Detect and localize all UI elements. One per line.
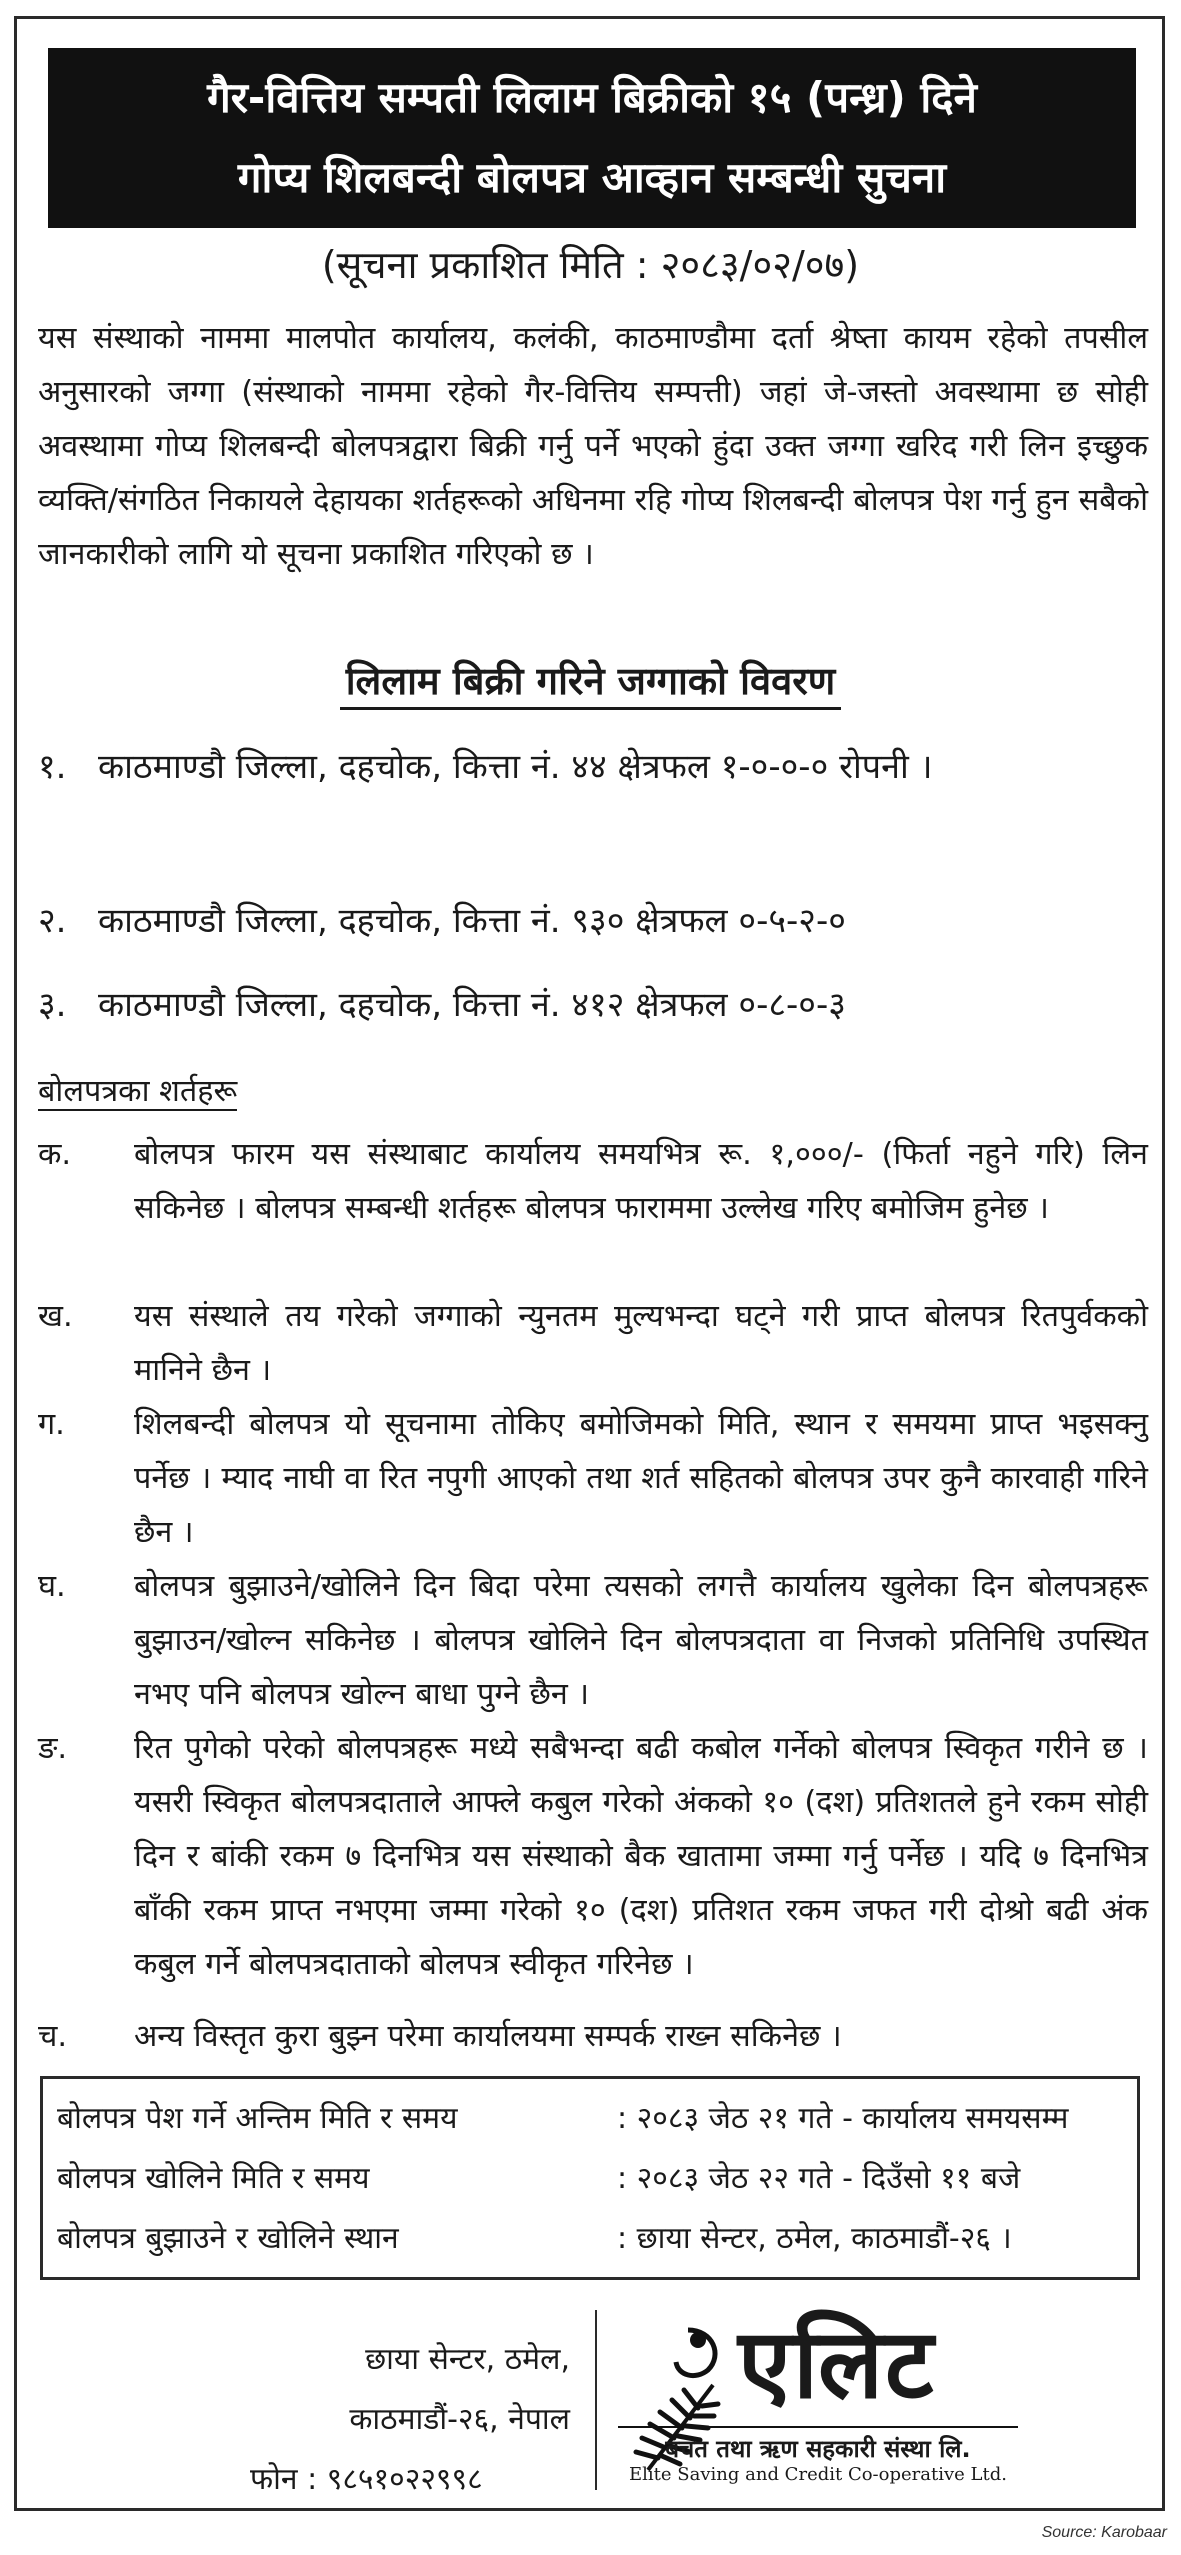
land-item-number: १.: [38, 747, 67, 787]
schedule-value: : २०८३ जेठ २२ गते - दिउँसो ११ बजे: [617, 2161, 1021, 2196]
address-block: [190, 2330, 570, 2510]
condition-item: [38, 1560, 1148, 1722]
condition-label: ङ.: [38, 1731, 68, 1766]
condition-item: [38, 1722, 1148, 1992]
condition-label: क.: [38, 1137, 72, 1172]
footer-divider: [595, 2310, 597, 2490]
land-item-2: [38, 890, 1148, 952]
org-logo: [618, 2300, 1038, 2500]
land-item-3: [38, 974, 1148, 1036]
address-line-2: काठमाडौं-२६, नेपाल: [349, 2402, 570, 2437]
land-heading-text: लिलाम बिक्री गरिने जग्गाको विवरण: [340, 659, 842, 710]
schedule-label: बोलपत्र पेश गर्ने अन्तिम मिति र समय: [57, 2101, 458, 2136]
conditions-heading: [38, 1072, 237, 1112]
condition-label: ग.: [38, 1407, 65, 1442]
org-name-nepali: बचत तथा ऋण सहकारी संस्था लि.: [618, 2426, 1018, 2465]
phone-number: फोन : ९८५१०२२९९८: [250, 2462, 483, 2497]
schedule-label: बोलपत्र खोलिने मिति र समय: [57, 2161, 370, 2196]
condition-text: बोलपत्र बुझाउने/खोलिने दिन बिदा परेमा त्यसको लगत्तै कार्यालय खुलेका दिन बोलपत्रहरू बुझाउन/खोल्न सकिनेछ । बोलपत्र खोलिने दिन बोलपत्रदाता वा निजको प्रतिनिधि उपस्थित नभए पनि बोलपत्र खोल्न बाधा पुग्ने छैन ।: [134, 1569, 1148, 1712]
land-item-number: ३.: [38, 985, 67, 1025]
condition-text: यस संस्थाले तय गरेको जग्गाको न्युनतम मुल्यभन्दा घट्ने गरी प्राप्त बोलपत्र रितपुर्वकको मानिने छैन ।: [134, 1299, 1148, 1388]
condition-label: च.: [38, 2019, 68, 2054]
schedule-row: [57, 2149, 1123, 2209]
source-credit: Source: Karobaar: [1041, 2524, 1167, 2541]
land-item-text: काठमाण्डौ जिल्ला, दहचोक, कित्ता नं. ४४ क्षेत्रफल १-०-०-० रोपनी ।: [98, 747, 933, 787]
schedule-value: : २०८३ जेठ २१ गते - कार्यालय समयसम्म: [617, 2101, 1069, 2136]
land-item-text: काठमाण्डौ जिल्ला, दहचोक, कित्ता नं. ४१२ क्षेत्रफल ०-८-०-३: [98, 985, 846, 1025]
condition-text: शिलबन्दी बोलपत्र यो सूचनामा तोकिए बमोजिमको मिति, स्थान र समयमा प्राप्त भइसक्नु पर्नेछ । म्याद नाघी वा रित नपुगी आएको तथा शर्त सहितको बोलपत्र उपर कुनै कारवाही गरिने छैन ।: [134, 1407, 1148, 1550]
title-line-1: गैर-वित्तिय सम्पती लिलाम बिक्रीको १५ (पन्ध्र) दिने: [207, 73, 977, 122]
intro-paragraph: यस संस्थाको नाममा मालपोत कार्यालय, कलंकी, काठमाण्डौमा दर्ता श्रेष्ता कायम रहेको तपसील अनुसारको जग्गा (संस्थाको नाममा रहेको गैर-वित्तिय सम्पत्ती) जहां जे-जस्तो अवस्थामा छ सोही अवस्थामा गोप्य शिलबन्दी बोलपत्रद्वारा बिक्री गर्नु पर्ने भएको हुंदा उक्त जग्गा खरिद गरी लिन इच्छुक व्यक्ति/संगठित निकायले देहायका शर्तहरूको अधिनमा रहि गोप्य शिलबन्दी बोलपत्र पेश गर्नु हुन सबैको जानकारीको लागि यो सूचना प्रकाशित गरिएको छ ।: [38, 321, 1148, 572]
schedule-value: : छाया सेन्टर, ठमेल, काठमाडौं-२६ ।: [617, 2221, 1012, 2256]
condition-label: ख.: [38, 1299, 73, 1334]
condition-text: बोलपत्र फारम यस संस्थाबाट कार्यालय समयभित्र रू. १,०००/- (फिर्ता नहुने गरि) लिन सकिनेछ । बोलपत्र सम्बन्धी शर्तहरू बोलपत्र फाराममा उल्लेख गरिए बमोजिम हुनेछ ।: [134, 1137, 1148, 1226]
condition-label: घ.: [38, 1569, 66, 1604]
schedule-box: [40, 2076, 1140, 2280]
logo-wordmark: एलिट: [738, 2308, 936, 2420]
notice-title-block: [48, 48, 1136, 228]
condition-text: अन्य विस्तृत कुरा बुझ्न परेमा कार्यालयमा सम्पर्क राख्न सकिनेछ ।: [134, 2019, 842, 2054]
address-line-1: छाया सेन्टर, ठमेल,: [365, 2342, 570, 2377]
published-date: (सूचना प्रकाशित मिति : २०८३/०२/०७): [321, 243, 860, 287]
schedule-label: बोलपत्र बुझाउने र खोलिने स्थान: [57, 2221, 399, 2256]
org-name-english: Elite Saving and Credit Co-operative Ltd.: [629, 2464, 1007, 2485]
title-line-2: गोप्य शिलबन्दी बोलपत्र आव्हान सम्बन्धी सुचना: [237, 153, 947, 202]
condition-item: [38, 1290, 1148, 1398]
land-heading: [0, 654, 1181, 706]
condition-item: [38, 1128, 1148, 1236]
conditions-heading-text: बोलपत्रका शर्तहरू: [38, 1074, 238, 1109]
land-item-text: काठमाण्डौ जिल्ला, दहचोक, कित्ता नं. ९३० क्षेत्रफल ०-५-२-०: [98, 901, 846, 941]
footer: [40, 2300, 1140, 2500]
condition-item: [38, 1398, 1148, 1560]
schedule-row: [57, 2089, 1123, 2149]
land-item-1: [38, 736, 1148, 798]
condition-item: [38, 2010, 1148, 2064]
schedule-row: [57, 2209, 1123, 2269]
land-item-number: २.: [38, 901, 67, 941]
condition-text: रित पुगेको परेको बोलपत्रहरू मध्ये सबैभन्दा बढी कबोल गर्नेको बोलपत्र स्विकृत गरीने छ । यसरी स्विकृत बोलपत्रदाताले आफ्ले कबुल गरेको अंकको १० (दश) प्रतिशतले हुने रकम सोही दिन र बांकी रकम ७ दिनभित्र यस संस्थाको बैक खातामा जम्मा गर्नु पर्नेछ । यदि ७ दिनभित्र बाँकी रकम प्राप्त नभएमा जम्मा गरेको १० (दश) प्रतिशत रकम जफत गरी दोश्रो बढी अंक कबुल गर्ने बोलपत्रदाताको बोलपत्र स्वीकृत गरिनेछ ।: [134, 1731, 1148, 1982]
